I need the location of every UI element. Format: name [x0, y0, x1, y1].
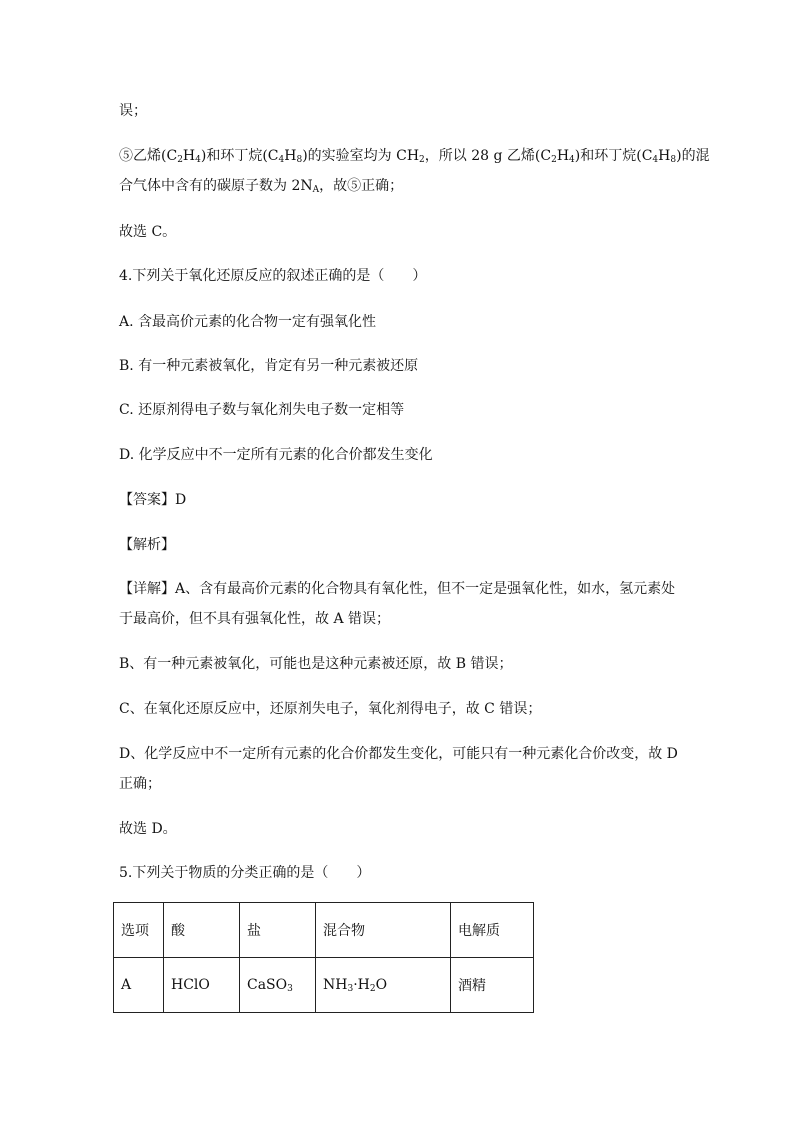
- detail-line: 【详解】A、含有最高价元素的化合物具有氧化性，但不一定是强氧化性，如水，氢元素处: [119, 581, 676, 597]
- option-d: D. 化学反应中不一定所有元素的化合价都发生变化: [119, 447, 433, 463]
- text-span: )的实验室均为 CH: [302, 148, 420, 164]
- text-line: 误；: [119, 103, 147, 119]
- table-cell: HClO: [164, 958, 240, 1013]
- subscript: 8: [296, 155, 303, 165]
- table-row: [114, 958, 534, 1013]
- subscript: 2: [551, 155, 557, 165]
- text-span: )的混: [676, 148, 710, 164]
- table-header-cell: 混合物: [316, 903, 451, 958]
- subscript: 8: [670, 155, 677, 165]
- table-header-cell: 选项: [114, 903, 164, 958]
- table-header-cell: 电解质: [451, 903, 534, 958]
- choose-line: 故选 D。: [119, 821, 177, 837]
- text-span: )和环丁烷(C: [200, 148, 279, 164]
- answer-label: 【答案】D: [119, 492, 187, 508]
- subscript: 2: [369, 984, 376, 994]
- table-header-cell: 酸: [164, 903, 240, 958]
- table-cell: [240, 958, 316, 1013]
- text-span: 合气体中含有的碳原子数为 2N: [119, 178, 313, 194]
- subscript: 4: [195, 155, 201, 165]
- subscript: 4: [569, 155, 575, 165]
- option-b: B. 有一种元素被氧化，肯定有另一种元素被还原: [119, 358, 419, 374]
- table-cell: [316, 958, 451, 1013]
- table-header-row: [114, 903, 534, 958]
- text-line: 故选 C。: [119, 224, 177, 240]
- text-span: O: [375, 977, 388, 993]
- detail-line: C、在氧化还原反应中，还原剂失电子，氧化剂得电子，故 C 错误；: [119, 701, 542, 717]
- question-5: 5.下列关于物质的分类正确的是（ ）: [119, 865, 371, 881]
- subscript: A: [312, 185, 320, 195]
- detail-line: 正确；: [119, 776, 161, 792]
- detail-line: D、化学反应中不一定所有元素的化合价都发生变化，可能只有一种元素化合价改变，故 D: [119, 746, 678, 762]
- question-4: 4.下列关于氧化还原反应的叙述正确的是（ ）: [119, 268, 427, 284]
- text-span: )和环丁烷(C: [574, 148, 653, 164]
- text-span: ⑤乙烯(C: [119, 148, 178, 164]
- subscript: 4: [278, 155, 285, 165]
- classification-table: [113, 902, 534, 1013]
- subscript: 2: [177, 155, 183, 165]
- text-span: ，所以 28 g 乙烯(C: [424, 148, 552, 164]
- text-span: NH: [323, 977, 348, 993]
- text-span: CaSO: [247, 977, 288, 993]
- text-line: [119, 176, 403, 196]
- analysis-label: 【解析】: [119, 537, 175, 553]
- detail-line: 于最高价，但不具有强氧化性，故 A 错误；: [119, 611, 391, 627]
- subscript: 4: [652, 155, 659, 165]
- table-cell: A: [114, 958, 164, 1013]
- text-line: [119, 146, 710, 166]
- subscript: 3: [347, 984, 354, 994]
- text-span: ·H: [353, 977, 370, 993]
- option-c: C. 还原剂得电子数与氧化剂失电子数一定相等: [119, 402, 405, 418]
- text-span: H: [556, 148, 570, 164]
- text-span: ，故⑤正确；: [319, 178, 404, 194]
- detail-line: B、有一种元素被氧化，可能也是这种元素被还原，故 B 错误；: [119, 656, 513, 672]
- table-header-cell: 盐: [240, 903, 316, 958]
- subscript: 3: [287, 984, 293, 994]
- text-span: H: [284, 148, 297, 164]
- text-span: H: [658, 148, 671, 164]
- table-cell: 酒精: [451, 958, 534, 1013]
- option-a: A. 含最高价元素的化合物一定有强氧化性: [119, 314, 377, 330]
- subscript: 2: [419, 155, 425, 165]
- text-span: H: [182, 148, 196, 164]
